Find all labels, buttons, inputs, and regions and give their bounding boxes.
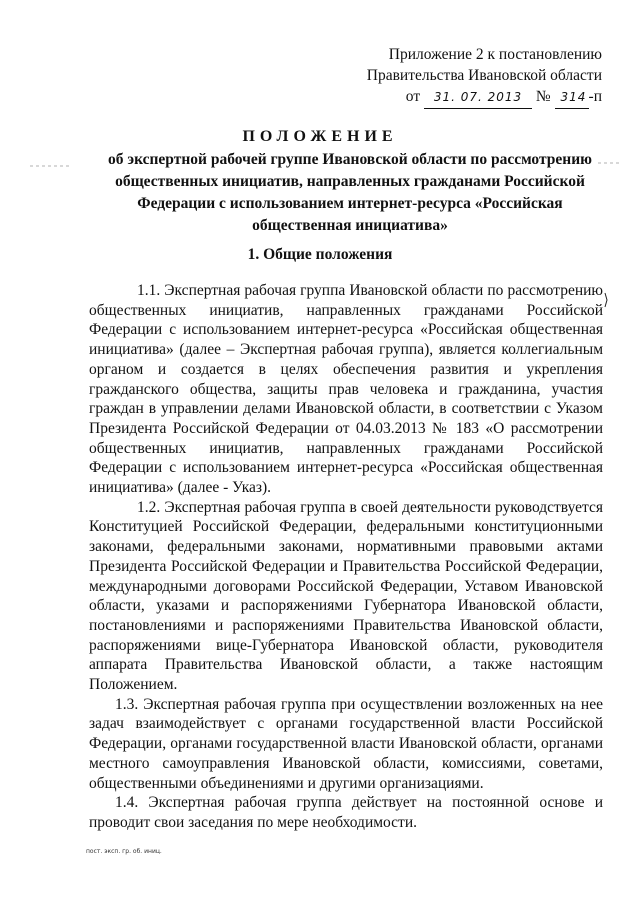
appendix-header (367, 44, 602, 109)
paragraph-1-3: 1.3. Экспертная рабочая группа при осуществлении возложенных на нее задач взаимодействует с органами государственной власти Российской Федерации, органами государственной власти Ивановской области, органами местного самоуправления Ивановской области, комиссиями, советами, общественными объединениями и другими организациями. (89, 695, 603, 792)
margin-tick-mark (602, 292, 612, 308)
document-body (89, 281, 603, 833)
paragraph-1-1: 1.1. Экспертная рабочая группа Ивановской области по рассмотрению общественных инициатив, направленных гражданами Российской Федерации с использованием интернет-ресурса «Российская общественная инициатива» (далее – Экспертная рабочая группа), является коллегиальным органом и создается в целях обеспечения развития и укрепления гражданского общества, защиты прав человека и гражданина, участия граждан в управлении делами Ивановской области, в соответствии с Указом Президента Российской Федерации от 04.03.2013 № 183 «О рассмотрении общественных инициатив, направленных гражданами Российской Федерации с использованием интернет-ресурса «Российская общественная инициатива» (далее - Указ). (89, 282, 603, 497)
scan-artifact-mark-right (598, 160, 620, 166)
number-suffix: -п (588, 88, 602, 105)
section-heading: 1. Общие положения (247, 246, 393, 263)
footer-filename: пост. эксп. гр. об. иниц. (86, 848, 162, 855)
paragraph-1-2: 1.2. Экспертная рабочая группа в своей деятельности руководствуется Конституцией Российской Федерации, федеральными конституционными законами, федеральными законами, нормативными правовыми актами Президента Российской Федерации и Правительства Российской Федерации, международными договорами Российской Федерации, Уставом Ивановской области, указами и распоряжениями Губернатора Ивановской области, постановлениями и распоряжениями Правительства Ивановской области, распоряжениями вице-Губернатора Ивановской области, руководителя аппарата Правительства Ивановской области, а также настоящим Положением. (89, 498, 603, 694)
document-title: ПОЛОЖЕНИЕ (242, 128, 398, 145)
handwritten-date: 31. 07. 2013 (424, 87, 532, 109)
handwritten-number: 314 (555, 87, 589, 109)
paragraph-1-4: 1.4. Экспертная рабочая группа действует на постоянной основе и проводит свои заседания по мере необходимости. (89, 794, 603, 831)
appendix-line-3 (367, 86, 602, 109)
scan-artifact-mark (30, 163, 70, 169)
document-subtitle: об экспертной рабочей группе Ивановской области по рассмотрению общественных инициатив, направленных гражданами Российской Федерации с использованием интернет-ресурса «Российская общественная инициатива» (108, 151, 592, 234)
appendix-line-2: Правительства Ивановской области (366, 67, 602, 84)
from-label: от (405, 88, 421, 105)
appendix-line-1: Приложение 2 к постановлению (388, 46, 602, 63)
number-label: № (535, 88, 551, 105)
